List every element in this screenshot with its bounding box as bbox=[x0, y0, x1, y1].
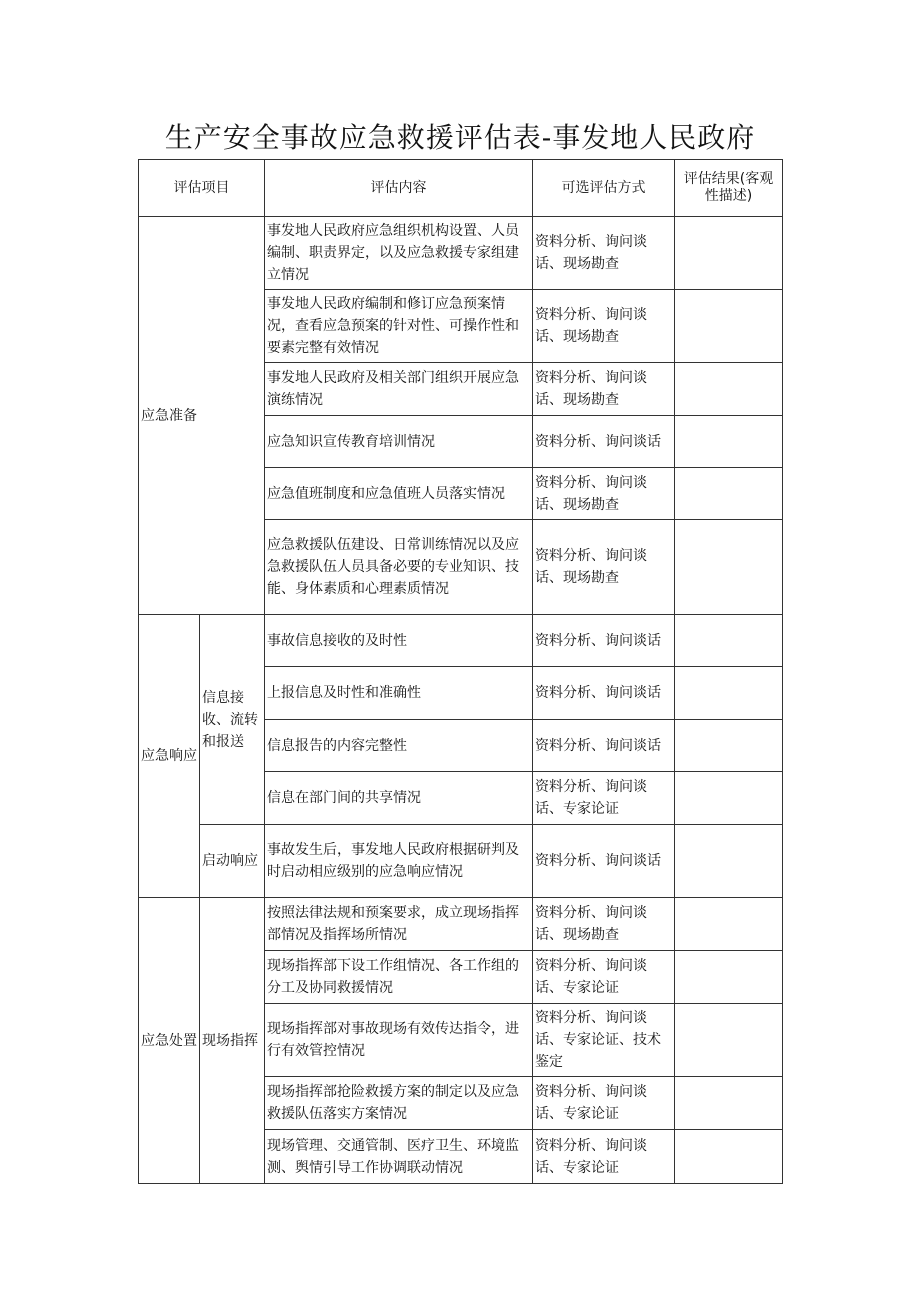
header-row bbox=[139, 160, 783, 217]
header-result: 评估结果(客观性描述) bbox=[675, 160, 783, 217]
content-cell: 事发地人民政府及相关部门组织开展应急演练情况 bbox=[265, 363, 533, 416]
subcategory-command: 现场指挥 bbox=[200, 898, 265, 1184]
content-cell: 应急知识宣传教育培训情况 bbox=[265, 416, 533, 468]
category-disposal: 应急处置 bbox=[139, 898, 200, 1184]
content-cell: 现场指挥部抢险救援方案的制定以及应急救援队伍落实方案情况 bbox=[265, 1077, 533, 1130]
result-cell[interactable] bbox=[675, 1004, 783, 1077]
result-cell[interactable] bbox=[675, 1130, 783, 1184]
method-cell: 资料分析、询问谈话 bbox=[533, 667, 675, 720]
method-cell: 资料分析、询问谈话、专家论证 bbox=[533, 951, 675, 1004]
result-cell[interactable] bbox=[675, 363, 783, 416]
header-method: 可选评估方式 bbox=[533, 160, 675, 217]
result-cell[interactable] bbox=[675, 898, 783, 951]
result-cell[interactable] bbox=[675, 217, 783, 290]
table-row bbox=[139, 825, 783, 898]
result-cell[interactable] bbox=[675, 520, 783, 615]
result-cell[interactable] bbox=[675, 951, 783, 1004]
method-cell: 资料分析、询问谈话、现场勘查 bbox=[533, 217, 675, 290]
method-cell: 资料分析、询问谈话、专家论证、技术鉴定 bbox=[533, 1004, 675, 1077]
method-cell: 资料分析、询问谈话、专家论证 bbox=[533, 772, 675, 825]
method-cell: 资料分析、询问谈话、专家论证 bbox=[533, 1130, 675, 1184]
content-cell: 应急值班制度和应急值班人员落实情况 bbox=[265, 468, 533, 520]
content-cell: 事故信息接收的及时性 bbox=[265, 615, 533, 667]
content-cell: 事发地人民政府编制和修订应急预案情况，查看应急预案的针对性、可操作性和要素完整有效情况 bbox=[265, 290, 533, 363]
table-row bbox=[139, 217, 783, 290]
result-cell[interactable] bbox=[675, 1077, 783, 1130]
content-cell: 事故发生后，事发地人民政府根据研判及时启动相应级别的应急响应情况 bbox=[265, 825, 533, 898]
header-content: 评估内容 bbox=[265, 160, 533, 217]
content-cell: 现场管理、交通管制、医疗卫生、环境监测、舆情引导工作协调联动情况 bbox=[265, 1130, 533, 1184]
category-prep: 应急准备 bbox=[139, 217, 265, 615]
method-cell: 资料分析、询问谈话、现场勘查 bbox=[533, 290, 675, 363]
method-cell: 资料分析、询问谈话、现场勘查 bbox=[533, 520, 675, 615]
table-row bbox=[139, 898, 783, 951]
content-cell: 按照法律法规和预案要求，成立现场指挥部情况及指挥场所情况 bbox=[265, 898, 533, 951]
evaluation-table bbox=[138, 159, 783, 1184]
content-cell: 现场指挥部对事故现场有效传达指令，进行有效管控情况 bbox=[265, 1004, 533, 1077]
method-cell: 资料分析、询问谈话、现场勘查 bbox=[533, 898, 675, 951]
subcategory-start: 启动响应 bbox=[200, 825, 265, 898]
category-response: 应急响应 bbox=[139, 615, 200, 898]
method-cell: 资料分析、询问谈话 bbox=[533, 615, 675, 667]
content-cell: 信息报告的内容完整性 bbox=[265, 720, 533, 772]
subcategory-info: 信息接收、流转和报送 bbox=[200, 615, 265, 825]
result-cell[interactable] bbox=[675, 416, 783, 468]
table-row bbox=[139, 615, 783, 667]
content-cell: 信息在部门间的共享情况 bbox=[265, 772, 533, 825]
method-cell: 资料分析、询问谈话、专家论证 bbox=[533, 1077, 675, 1130]
method-cell: 资料分析、询问谈话、现场勘查 bbox=[533, 468, 675, 520]
method-cell: 资料分析、询问谈话 bbox=[533, 720, 675, 772]
page-title: 生产安全事故应急救援评估表-事发地人民政府 bbox=[164, 121, 756, 154]
content-cell: 事发地人民政府应急组织机构设置、人员编制、职责界定，以及应急救援专家组建立情况 bbox=[265, 217, 533, 290]
method-cell: 资料分析、询问谈话、现场勘查 bbox=[533, 363, 675, 416]
result-cell[interactable] bbox=[675, 772, 783, 825]
result-cell[interactable] bbox=[675, 667, 783, 720]
result-cell[interactable] bbox=[675, 720, 783, 772]
result-cell[interactable] bbox=[675, 825, 783, 898]
content-cell: 现场指挥部下设工作组情况、各工作组的分工及协同救援情况 bbox=[265, 951, 533, 1004]
method-cell: 资料分析、询问谈话 bbox=[533, 416, 675, 468]
header-item: 评估项目 bbox=[139, 160, 265, 217]
method-cell: 资料分析、询问谈话 bbox=[533, 825, 675, 898]
content-cell: 应急救援队伍建设、日常训练情况以及应急救援队伍人员具备必要的专业知识、技能、身体素质和心理素质情况 bbox=[265, 520, 533, 615]
result-cell[interactable] bbox=[675, 468, 783, 520]
result-cell[interactable] bbox=[675, 615, 783, 667]
content-cell: 上报信息及时性和准确性 bbox=[265, 667, 533, 720]
result-cell[interactable] bbox=[675, 290, 783, 363]
